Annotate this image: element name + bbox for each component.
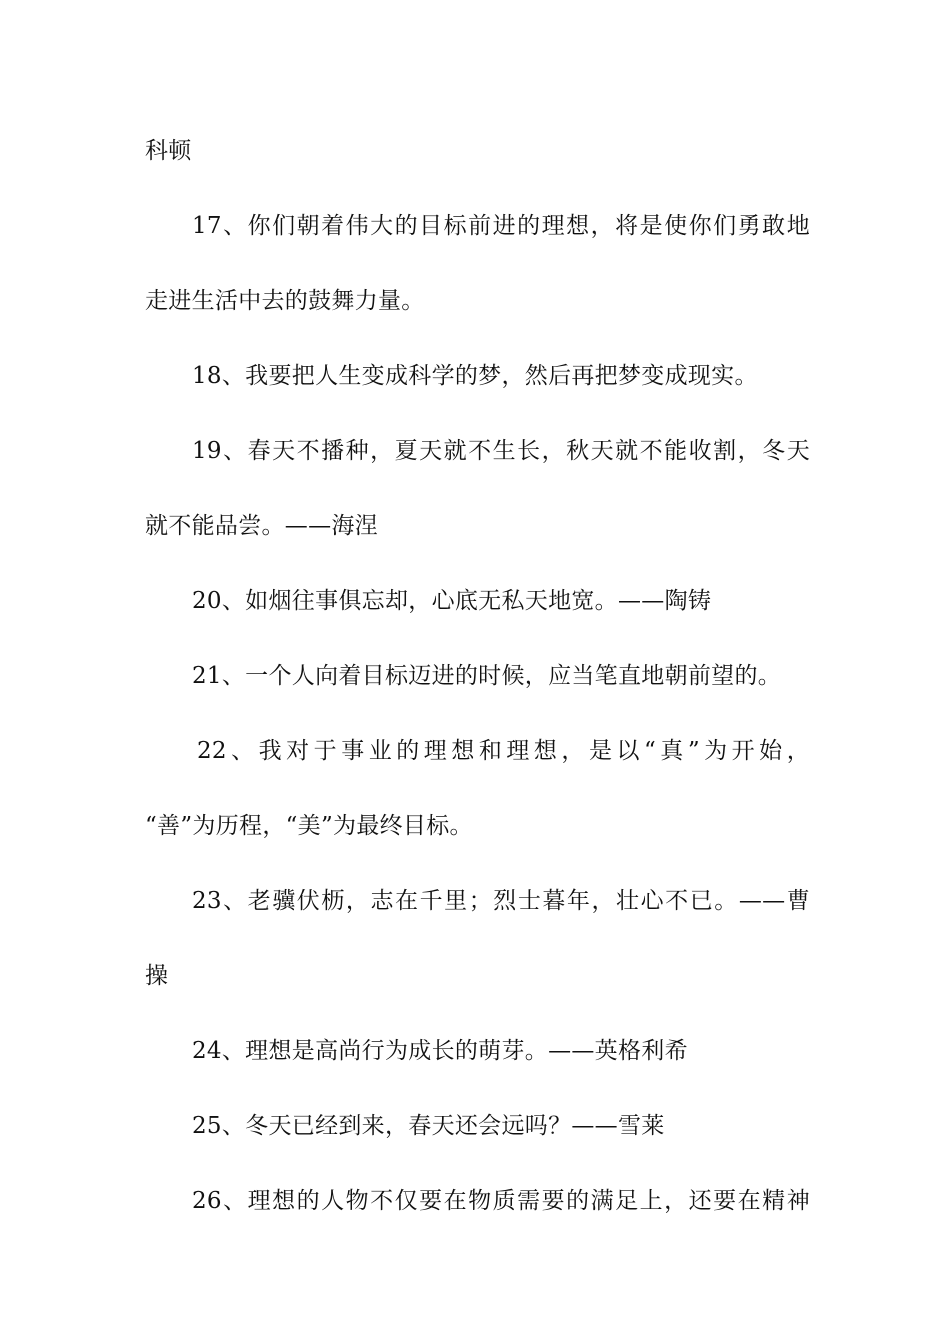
quote-20: 20、如烟往事俱忘却，心底无私天地宽。——陶铸 [192, 588, 712, 614]
quote-22-line-2: “善”为历程，“美”为最终目标。 [145, 813, 473, 839]
quote-22-line-1: 22、我对于事业的理想和理想，是以“真”为开始， [197, 738, 810, 764]
quote-19-line-2: 就不能品尝。——海涅 [145, 513, 378, 539]
quote-23-line-2: 操 [145, 963, 169, 989]
quote-24: 24、理想是高尚行为成长的萌芽。——英格利希 [192, 1038, 688, 1064]
quote-17-line-1: 17、你们朝着伟大的目标前进的理想，将是使你们勇敢地 [192, 213, 810, 239]
quote-21: 21、一个人向着目标迈进的时候，应当笔直地朝前望的。 [192, 663, 782, 689]
quote-17-line-2: 走进生活中去的鼓舞力量。 [145, 288, 425, 314]
quote-26-line-1: 26、理想的人物不仅要在物质需要的满足上，还要在精神 [192, 1188, 810, 1214]
text-line-continuation: 科顿 [145, 138, 192, 164]
quote-23-line-1: 23、老骥伏枥，志在千里；烈士暮年，壮心不已。——曹 [192, 888, 810, 914]
quote-19-line-1: 19、春天不播种，夏天就不生长，秋天就不能收割，冬天 [192, 438, 810, 464]
quote-25: 25、冬天已经到来，春天还会远吗？——雪莱 [192, 1113, 665, 1139]
quote-18: 18、我要把人生变成科学的梦，然后再把梦变成现实。 [192, 363, 758, 389]
